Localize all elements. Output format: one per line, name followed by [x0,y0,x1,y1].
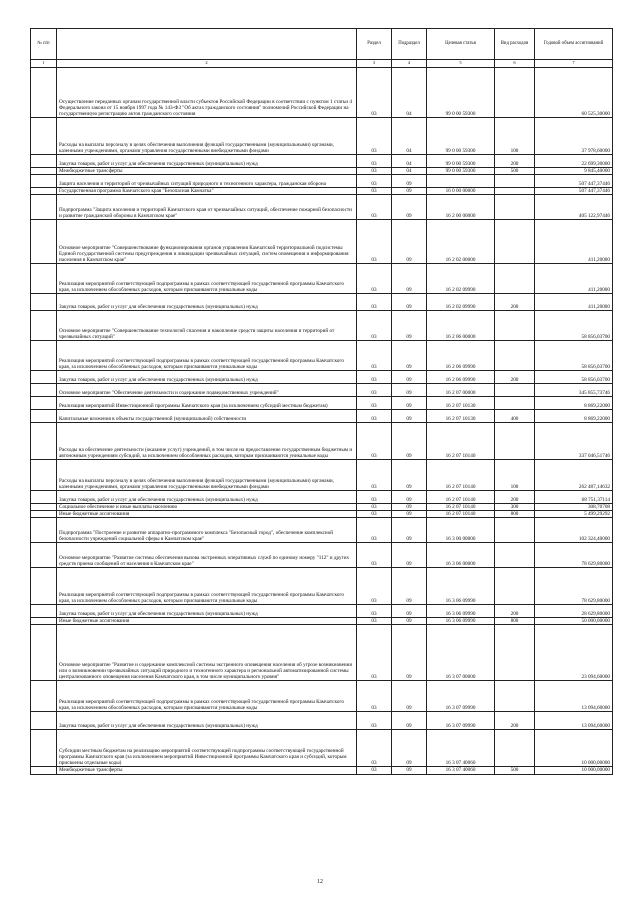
target-cell: 99 0 00 59300 [427,155,495,168]
section-cell: 03 [357,712,392,730]
name-cell: Основное мероприятие "Развитие системы обеспечения вызова экстренных оперативных служб по единому номеру "112" и других средств приема сообщений от населения в Камчатском крае" [57,543,357,568]
amount-cell: 8 869,22000 [535,397,613,410]
section-cell: 03 [357,155,392,168]
name-cell: Социальное обеспечение и иные выплаты населению [57,504,357,511]
target-cell: 16 2 02 00000 [427,220,495,264]
section-cell: 03 [357,371,392,384]
target-cell: 16 3 00 00000 [427,518,495,543]
table-row [31,504,613,511]
table-row [31,294,613,311]
header-subsection: Подраздел [392,29,427,60]
subsection-cell: 09 [392,371,427,384]
section-cell: 03 [357,264,392,294]
table-row [31,175,613,188]
subsection-cell: 09 [392,712,427,730]
target-cell: 16 3 06 09990 [427,568,495,605]
exptype-cell [495,384,535,397]
num-cell [31,68,57,118]
name-cell: Иные бюджетные ассигнования [57,511,357,518]
name-cell: Закупка товаров, работ и услуг для обеспечения государственных (муниципальных) нужд [57,155,357,168]
target-cell: 16 2 02 09990 [427,294,495,311]
num-cell [31,220,57,264]
header-exptype: Вид расходов [495,29,535,60]
page-number: 12 [317,879,323,885]
exptype-cell: 500 [495,767,535,774]
table-row [31,460,613,491]
subsection-cell: 09 [392,518,427,543]
num-cell [31,681,57,712]
amount-cell: 411,20000 [535,220,613,264]
target-cell: 16 2 07 10140 [427,511,495,518]
amount-cell: 22 699,30000 [535,155,613,168]
num-cell [31,423,57,460]
name-cell: Закупка товаров, работ и услуг для обеспечения государственных (муниципальных) нужд [57,605,357,618]
num-cell [31,618,57,625]
table-row [31,220,613,264]
exptype-cell [495,568,535,605]
index-cell: 3 [357,60,392,68]
table-row [31,410,613,423]
num-cell [31,712,57,730]
amount-cell: 13 094,60000 [535,681,613,712]
target-cell: 16 2 06 09990 [427,341,495,371]
exptype-cell [495,68,535,118]
section-cell: 03 [357,410,392,423]
header-section: Раздел [357,29,392,60]
amount-cell: 58 856,03700 [535,371,613,384]
subsection-cell: 09 [392,491,427,504]
index-cell: 2 [57,60,357,68]
exptype-cell: 800 [495,618,535,625]
amount-cell: 58 856,03700 [535,341,613,371]
name-cell: Реализация мероприятий Инвестиционной программы Камчатского края (за исключением субсидий местным бюджетам) [57,397,357,410]
subsection-cell: 09 [392,397,427,410]
section-cell: 03 [357,341,392,371]
subsection-cell: 04 [392,118,427,155]
num-cell [31,168,57,175]
amount-cell: 405 122,97446 [535,195,613,220]
exptype-cell: 300 [495,504,535,511]
column-index-row [31,60,613,68]
amount-cell: 28 629,80000 [535,605,613,618]
amount-cell: 345 855,73746 [535,384,613,397]
name-cell: Государственная программа Камчатского края "Безопасная Камчатка" [57,188,357,195]
name-cell: Основное мероприятие "Совершенствование функционирования органов управления Камчатской территориальной подсистемы Единой государственной системы предупреждения и ликвидации чрезвычайных ситуаций, систем оповещения и информирования населения в Камчатском крае" [57,220,357,264]
name-cell: Основное мероприятие "Развитие и содержание комплексной системы экстренного оповещения населения об угрозе возникновения или о возникновении чрезвычайных ситуаций природного и техногенного характера и региональной автоматизированной системы централизованного оповещения населения Камчатского края, в том числе муниципального уровня" [57,625,357,681]
subsection-cell: 09 [392,730,427,767]
target-cell: 16 2 07 10130 [427,410,495,423]
section-cell: 03 [357,168,392,175]
exptype-cell [495,625,535,681]
amount-cell: 60 525,30000 [535,68,613,118]
num-cell [31,491,57,504]
target-cell: 16 2 07 10140 [427,491,495,504]
exptype-cell [495,681,535,712]
target-cell: 16 2 07 10140 [427,423,495,460]
table-row [31,168,613,175]
section-cell: 03 [357,397,392,410]
section-cell: 03 [357,294,392,311]
name-cell: Подпрограмма "Защита населения и территорий Камчатского края от чрезвычайных ситуаций, обеспечение пожарной безопасности и развитие гражданской обороны в Камчатском крае" [57,195,357,220]
subsection-cell: 04 [392,68,427,118]
exptype-cell: 200 [495,712,535,730]
table-row [31,730,613,767]
table-row [31,518,613,543]
table-row [31,543,613,568]
subsection-cell: 09 [392,341,427,371]
exptype-cell [495,175,535,188]
section-cell: 03 [357,311,392,341]
exptype-cell [495,518,535,543]
exptype-cell: 500 [495,168,535,175]
section-cell: 03 [357,511,392,518]
subsection-cell: 09 [392,618,427,625]
exptype-cell: 200 [495,294,535,311]
subsection-cell: 09 [392,384,427,397]
section-cell: 03 [357,118,392,155]
table-row [31,155,613,168]
target-cell: 16 3 07 40060 [427,767,495,774]
num-cell [31,511,57,518]
header-amount: Годовой объем ассигнований [535,29,613,60]
name-cell: Подпрограмма "Построение и развитие аппаратно-программного комплекса "Безопасный город", обеспечение комплексной безопасности учреждений социальной сферы в Камчатском крае" [57,518,357,543]
num-cell [31,460,57,491]
num-cell [31,543,57,568]
amount-cell: 9 845,40000 [535,168,613,175]
num-cell [31,397,57,410]
num-cell [31,294,57,311]
table-row [31,767,613,774]
amount-cell: 68 751,37114 [535,491,613,504]
target-cell: 16 3 06 09990 [427,618,495,625]
exptype-cell [495,220,535,264]
section-cell: 03 [357,460,392,491]
subsection-cell: 09 [392,605,427,618]
amount-cell: 411,20000 [535,264,613,294]
name-cell: Расходы на обеспечение деятельности (оказание услуг) учреждений, в том числе на предоставление государственным бюджетным и автономным учреждениям субсидий, за исключением обособленных расходов, которым присваиваются уникальные коды [57,423,357,460]
exptype-cell: 400 [495,410,535,423]
subsection-cell: 09 [392,504,427,511]
amount-cell: 23 094,60000 [535,625,613,681]
table-row [31,311,613,341]
table-row [31,625,613,681]
num-cell [31,188,57,195]
subsection-cell: 09 [392,264,427,294]
target-cell: 16 3 06 09990 [427,605,495,618]
subsection-cell: 09 [392,311,427,341]
name-cell: Межбюджетные трансферты [57,767,357,774]
table-row [31,681,613,712]
exptype-cell [495,543,535,568]
exptype-cell: 200 [495,155,535,168]
num-cell [31,767,57,774]
exptype-cell: 200 [495,491,535,504]
exptype-cell: 800 [495,511,535,518]
amount-cell: 102 324,40000 [535,518,613,543]
num-cell [31,568,57,605]
amount-cell: 13 094,60000 [535,712,613,730]
target-cell: 99 0 00 59300 [427,68,495,118]
section-cell: 03 [357,730,392,767]
table-row [31,618,613,625]
section-cell: 03 [357,618,392,625]
num-cell [31,384,57,397]
section-cell: 03 [357,220,392,264]
header-num: № п/п [31,29,57,60]
header-name [57,29,357,60]
index-cell: 4 [392,60,427,68]
subsection-cell: 04 [392,168,427,175]
num-cell [31,341,57,371]
num-cell [31,264,57,294]
target-cell: 99 0 00 59300 [427,168,495,175]
target-cell: 16 0 00 00000 [427,188,495,195]
budget-table [30,28,613,775]
num-cell [31,504,57,511]
num-cell [31,625,57,681]
exptype-cell [495,195,535,220]
target-cell [427,175,495,188]
amount-cell: 507 447,37446 [535,175,613,188]
header-row [31,29,613,60]
section-cell: 03 [357,681,392,712]
subsection-cell: 09 [392,681,427,712]
table-row [31,371,613,384]
section-cell: 03 [357,175,392,188]
name-cell: Реализация мероприятий соответствующей подпрограммы в рамках соответствующей государственной программы Камчатского края, за исключением обособленных расходов, которым присваиваются уникальные коды [57,681,357,712]
amount-cell: 37 978,60000 [535,118,613,155]
num-cell [31,410,57,423]
name-cell: Расходы на выплаты персоналу в целях обеспечения выполнения функций государственными (муниципальными) органами, казенными учреждениями, органами управления государственными внебюджетными фондами [57,118,357,155]
amount-cell: 262 487,14632 [535,460,613,491]
subsection-cell: 09 [392,410,427,423]
exptype-cell [495,730,535,767]
name-cell: Расходы на выплаты персоналу в целях обеспечения выполнения функций государственными (муниципальными) органами, казенными учреждениями, органами управления государственными внебюджетными фондами [57,460,357,491]
section-cell: 03 [357,504,392,511]
index-cell: 5 [427,60,495,68]
name-cell: Основное мероприятие "Совершенствование технологий спасения и накопление средств защиты населения и территорий от чрезвычайных ситуаций" [57,311,357,341]
num-cell [31,730,57,767]
section-cell: 03 [357,491,392,504]
target-cell: 16 2 07 10130 [427,397,495,410]
exptype-cell: 100 [495,118,535,155]
num-cell [31,118,57,155]
table-row [31,188,613,195]
name-cell: Иные бюджетные ассигнования [57,618,357,625]
table-row [31,568,613,605]
section-cell: 03 [357,518,392,543]
exptype-cell [495,423,535,460]
section-cell: 03 [357,767,392,774]
name-cell: Межбюджетные трансферты [57,168,357,175]
name-cell: Реализация мероприятий соответствующей подпрограммы в рамках соответствующей государственной программы Камчатского края, за исключением обособленных расходов, которым присваиваются уникальные коды [57,264,357,294]
name-cell: Закупка товаров, работ и услуг для обеспечения государственных (муниципальных) нужд [57,294,357,311]
amount-cell: 58 856,03700 [535,311,613,341]
section-cell: 03 [357,423,392,460]
table-row [31,195,613,220]
target-cell: 16 3 07 09990 [427,681,495,712]
subsection-cell: 09 [392,220,427,264]
amount-cell: 50 000,00000 [535,618,613,625]
amount-cell: 411,20000 [535,294,613,311]
name-cell: Реализация мероприятий соответствующей подпрограммы в рамках соответствующей государственной программы Камчатского края, за исключением обособленных расходов, которым присваиваются уникальные коды [57,341,357,371]
table-row [31,491,613,504]
name-cell: Капитальные вложения в объекты государственной (муниципальной) собственности [57,410,357,423]
amount-cell: 337 046,51746 [535,423,613,460]
section-cell: 03 [357,188,392,195]
target-cell: 16 2 06 09990 [427,371,495,384]
exptype-cell [495,341,535,371]
target-cell: 16 2 07 10140 [427,504,495,511]
subsection-cell: 09 [392,625,427,681]
num-cell [31,175,57,188]
target-cell: 16 2 07 00000 [427,384,495,397]
exptype-cell: 200 [495,371,535,384]
subsection-cell: 09 [392,175,427,188]
num-cell [31,311,57,341]
target-cell: 99 0 00 59300 [427,118,495,155]
name-cell: Осуществление переданных органам государственной власти субъектов Российской Федерации в соответствии с пунктом 1 статьи 4 Федерального закона от 15 ноября 1997 года № 143-ФЗ "Об актах гражданского состояния" полномочий Российской Федерации на государственную регистрацию актов гражданского состояния [57,68,357,118]
table-row [31,423,613,460]
index-cell: 6 [495,60,535,68]
target-cell: 16 3 07 09990 [427,712,495,730]
name-cell: Реализация мероприятий соответствующей подпрограммы в рамках соответствующей государственной программы Камчатского края, за исключением обособленных расходов, которым присваиваются уникальные коды [57,568,357,605]
table-row [31,397,613,410]
subsection-cell: 09 [392,188,427,195]
exptype-cell [495,397,535,410]
amount-cell: 507 447,37446 [535,188,613,195]
num-cell [31,605,57,618]
name-cell: Закупка товаров, работ и услуг для обеспечения государственных (муниципальных) нужд [57,371,357,384]
section-cell: 03 [357,68,392,118]
target-cell: 16 2 06 00000 [427,311,495,341]
table-row [31,118,613,155]
subsection-cell: 09 [392,568,427,605]
name-cell: Закупка товаров, работ и услуг для обеспечения государственных (муниципальных) нужд [57,712,357,730]
exptype-cell [495,311,535,341]
amount-cell: 8 869,22000 [535,410,613,423]
target-cell: 16 2 07 10140 [427,460,495,491]
exptype-cell: 100 [495,460,535,491]
table-row [31,605,613,618]
num-cell [31,195,57,220]
num-cell [31,155,57,168]
exptype-cell [495,188,535,195]
table-row [31,712,613,730]
section-cell: 03 [357,195,392,220]
section-cell: 03 [357,605,392,618]
table-row [31,511,613,518]
name-cell: Субсидии местным бюджетам на реализацию мероприятий соответствующей подпрограммы соответствующей государственной программы Камчатского края (за исключением мероприятий Инвестиционной программы Камчатского края и субсидий, которым присвоены отдельные коды) [57,730,357,767]
target-cell: 16 2 00 00000 [427,195,495,220]
subsection-cell: 09 [392,511,427,518]
amount-cell: 78 629,80000 [535,543,613,568]
amount-cell: 10 000,00000 [535,767,613,774]
section-cell: 03 [357,568,392,605]
amount-cell: 5 499,29292 [535,511,613,518]
section-cell: 03 [357,625,392,681]
target-cell: 16 2 02 09990 [427,264,495,294]
subsection-cell: 09 [392,294,427,311]
section-cell: 03 [357,384,392,397]
table-body [31,60,613,775]
name-cell: Защита населения и территорий от чрезвычайных ситуаций природного и техногенного характера, гражданская оборона [57,175,357,188]
target-cell: 16 3 07 00000 [427,625,495,681]
header-target: Целевая статья [427,29,495,60]
subsection-cell: 04 [392,155,427,168]
table-row [31,264,613,294]
target-cell: 16 3 06 00000 [427,543,495,568]
budget-table-sheet [30,28,612,775]
num-cell [31,371,57,384]
subsection-cell: 09 [392,195,427,220]
subsection-cell: 09 [392,423,427,460]
table-row [31,341,613,371]
target-cell: 16 3 07 40060 [427,730,495,767]
amount-cell: 78 629,80000 [535,568,613,605]
amount-cell: 308,70708 [535,504,613,511]
amount-cell: 10 000,00000 [535,730,613,767]
num-cell [31,518,57,543]
name-cell: Закупка товаров, работ и услуг для обеспечения государственных (муниципальных) нужд [57,491,357,504]
name-cell: Основное мероприятие "Обеспечение деятельности и содержание подведомственных учреждений" [57,384,357,397]
index-cell: 1 [31,60,57,68]
exptype-cell: 200 [495,605,535,618]
table-row [31,68,613,118]
index-cell: 7 [535,60,613,68]
section-cell: 03 [357,543,392,568]
subsection-cell: 09 [392,460,427,491]
subsection-cell: 09 [392,767,427,774]
exptype-cell [495,264,535,294]
subsection-cell: 09 [392,543,427,568]
table-row [31,384,613,397]
